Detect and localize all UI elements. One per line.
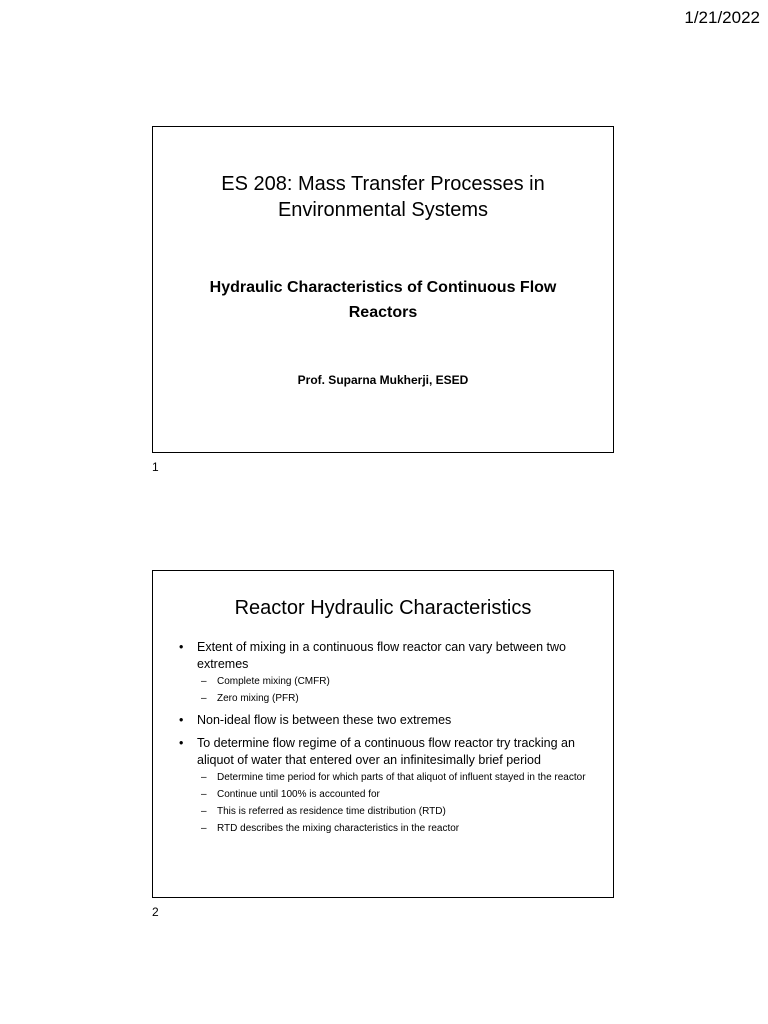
slide-2-bullet-list bbox=[179, 639, 597, 842]
sub-bullet-item: – RTD describes the mixing characteristics in the reactor bbox=[197, 822, 597, 836]
bullet-text: Extent of mixing in a continuous flow reactor can vary between two extremes bbox=[197, 640, 566, 671]
slide-number-1: 1 bbox=[152, 460, 159, 474]
slide-1-subtitle-line-2: Reactors bbox=[348, 304, 418, 321]
bullet-item bbox=[179, 639, 597, 706]
slide-1-subtitle-line-1: Hydraulic Characteristics of Continuous Flow bbox=[209, 279, 557, 296]
bullet-text: To determine flow regime of a continuous flow reactor try tracking an aliquot of water that entered over an infinitesimally brief period bbox=[197, 736, 575, 767]
slide-1-subtitle bbox=[173, 275, 593, 325]
sub-bullet-item: – Zero mixing (PFR) bbox=[197, 692, 597, 706]
sub-bullet-item: – Determine time period for which parts of that aliquot of influent stayed in the reactor bbox=[197, 771, 597, 785]
slide-2 bbox=[152, 570, 614, 898]
bullet-item bbox=[179, 735, 597, 836]
sub-bullet-item: – Continue until 100% is accounted for bbox=[197, 788, 597, 802]
sub-bullet-item: – This is referred as residence time distribution (RTD) bbox=[197, 805, 597, 819]
slide-1 bbox=[152, 126, 614, 453]
slide-1-title-line-1: ES 208: Mass Transfer Processes in bbox=[221, 173, 545, 195]
sub-bullet-list bbox=[197, 675, 597, 706]
slide-2-title: Reactor Hydraulic Characteristics bbox=[234, 597, 532, 619]
slide-1-title bbox=[173, 171, 593, 223]
bullet-text: Non-ideal flow is between these two extremes bbox=[197, 713, 452, 727]
page-date: 1/21/2022 bbox=[684, 8, 760, 27]
sub-bullet-list bbox=[197, 771, 597, 836]
bullet-item bbox=[179, 712, 597, 729]
sub-bullet-item: – Complete mixing (CMFR) bbox=[197, 675, 597, 689]
slide-number-2: 2 bbox=[152, 905, 159, 919]
slide-1-author: Prof. Suparna Mukherji, ESED bbox=[297, 373, 469, 387]
slide-1-title-line-2: Environmental Systems bbox=[277, 199, 489, 221]
